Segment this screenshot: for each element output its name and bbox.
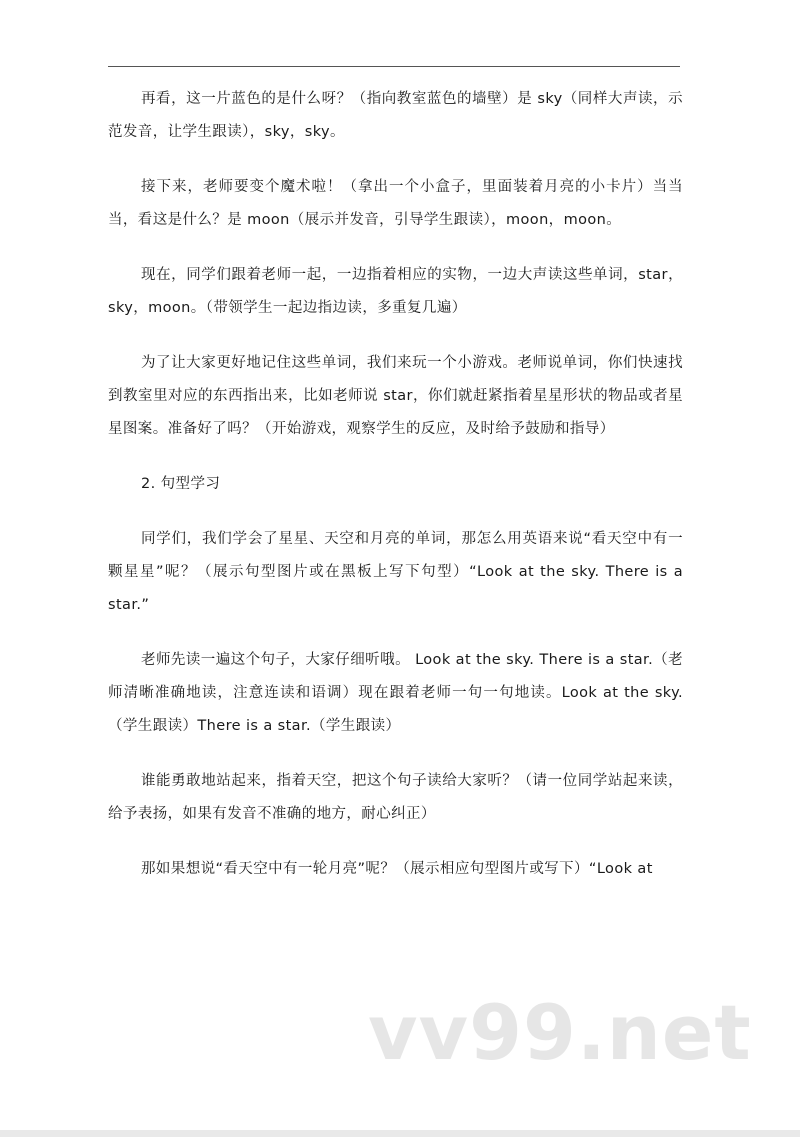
paragraph-game: 为了让大家更好地记住这些单词，我们来玩一个小游戏。老师说单词，你们快速找到教室里对应的东西指出来，比如老师说 star，你们就赶紧指着星星形状的物品或者星星图案。准备好了吗？（开始游戏，观察学生的反应，及时给予鼓励和指导） — [108, 355, 683, 437]
paragraph-moon: 接下来，老师要变个魔术啦！（拿出一个小盒子，里面装着月亮的小卡片）当当当，看这是什么？是 moon（展示并发音，引导学生跟读），moon，moon。 — [108, 179, 683, 228]
paragraph-sentence-intro: 同学们，我们学会了星星、天空和月亮的单词，那怎么用英语来说“看天空中有一颗星星”呢？（展示句型图片或在黑板上写下句型）“Look at the sky. There is a star.” — [108, 531, 683, 613]
paragraph-volunteer: 谁能勇敢地站起来，指着天空，把这个句子读给大家听？（请一位同学站起来读，给予表扬，如果有发音不准确的地方，耐心纠正） — [108, 773, 683, 822]
paragraph-sky: 再看，这一片蓝色的是什么呀？（指向教室蓝色的墙壁）是 sky（同样大声读，示范发音，让学生跟读），sky，sky。 — [108, 91, 683, 140]
document-body — [108, 83, 683, 908]
header-rule — [108, 66, 680, 67]
watermark: vv99.net — [368, 988, 752, 1077]
page-bottom-edge — [0, 1130, 800, 1137]
paragraph-sentence-read: 老师先读一遍这个句子，大家仔细听哦。 Look at the sky. There is a star.（老师清晰准确地读，注意连读和语调）现在跟着老师一句一句地读。Look at the sky.（学生跟读）There is a star.（学生跟读） — [108, 652, 683, 734]
section-heading: 2. 句型学习 — [141, 476, 221, 492]
paragraph-read-together: 现在，同学们跟着老师一起，一边指着相应的实物，一边大声读这些单词，star，sky，moon。（带领学生一起边指边读，多重复几遍） — [108, 267, 683, 316]
paragraph-moon-sentence: 那如果想说“看天空中有一轮月亮”呢？（展示相应句型图片或写下）“Look at — [141, 861, 653, 877]
